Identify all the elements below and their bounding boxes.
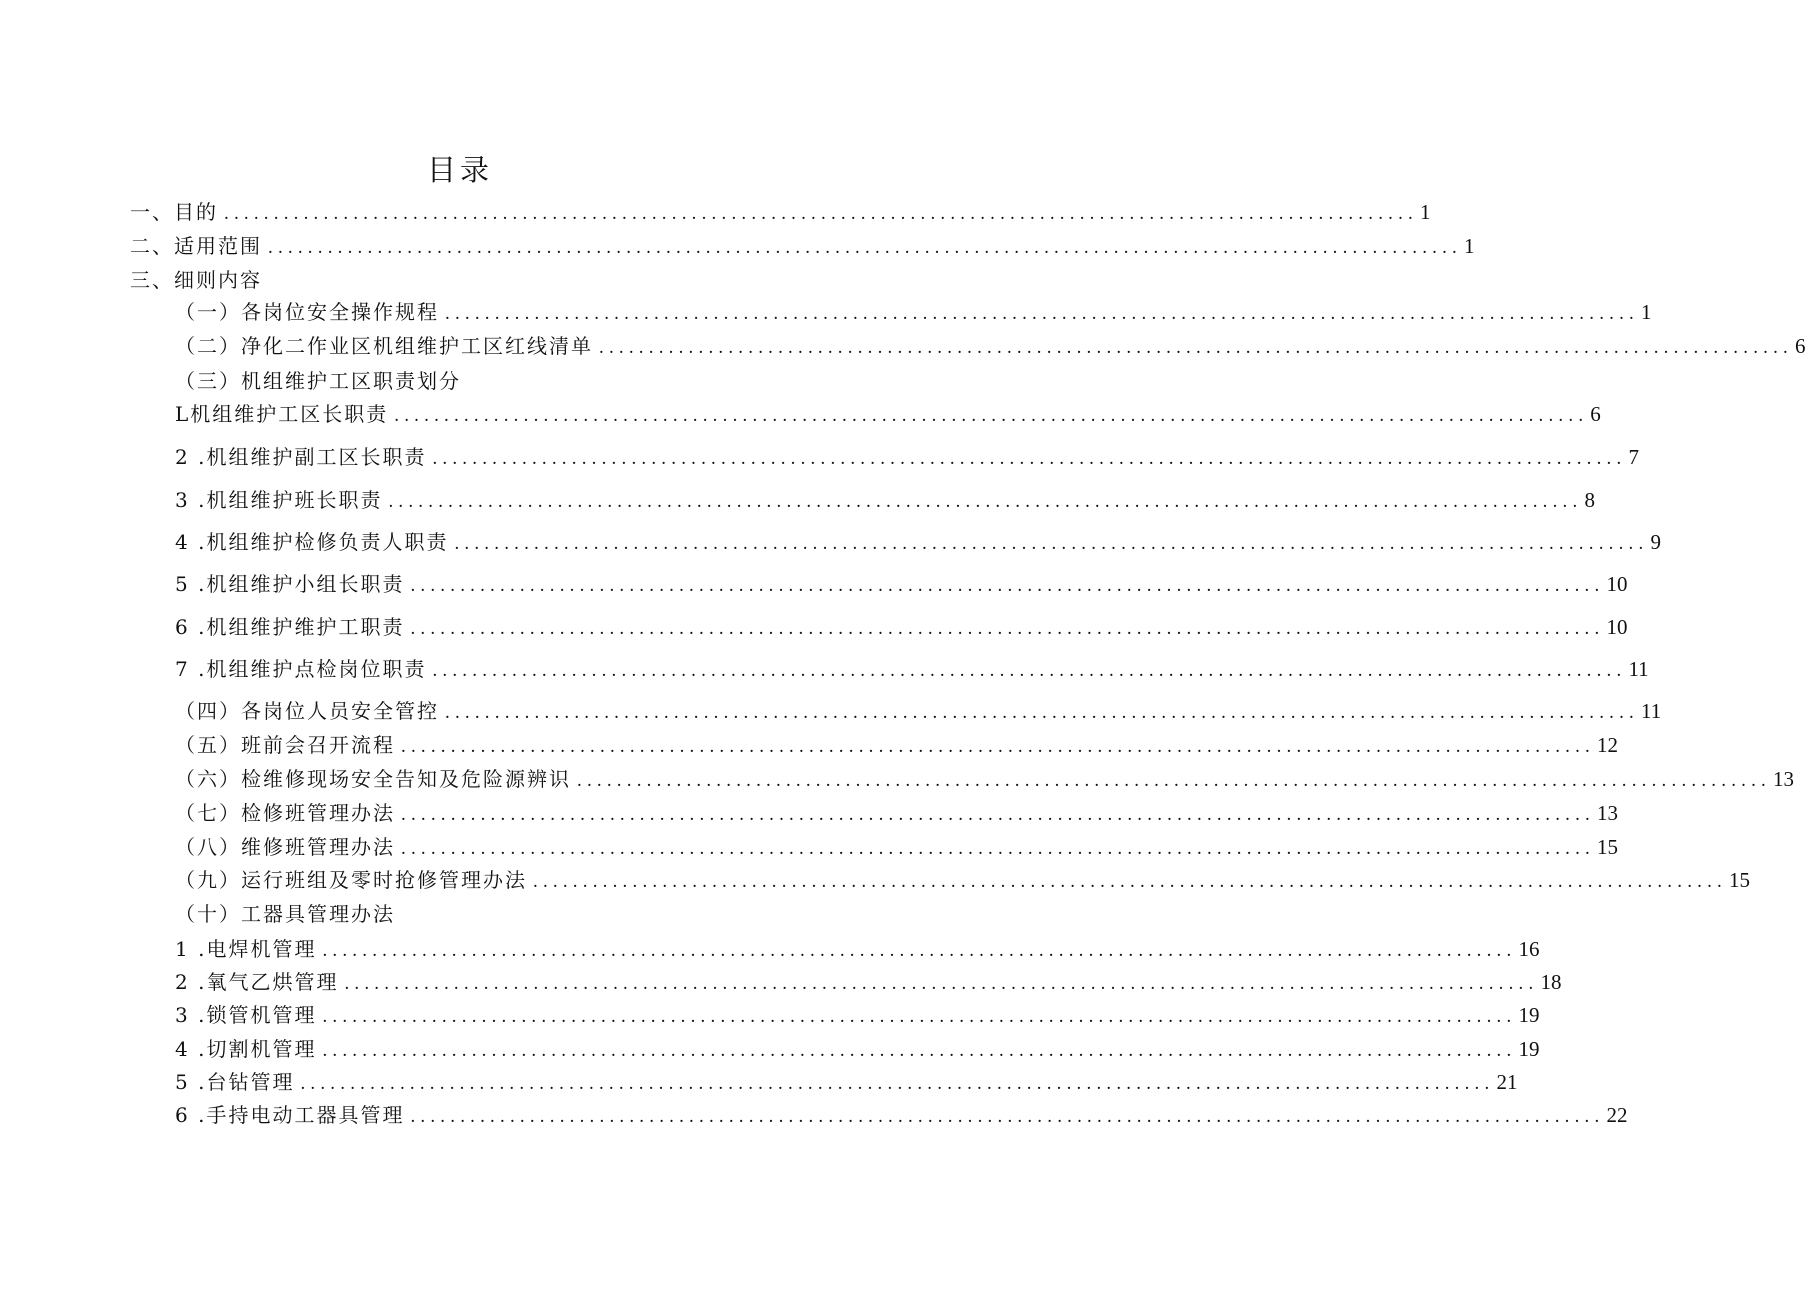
toc-entry[interactable] [175,1068,1518,1096]
toc-dot-leader: ........................................................................................................................ [344,973,1539,994]
toc-entry[interactable] [175,528,1661,556]
toc-entry[interactable] [175,833,1618,861]
toc-entry[interactable] [175,765,1794,793]
page-title: 目录 [426,153,493,187]
toc-entry-label: 1 .电焊机管理 [175,937,317,961]
toc-entry[interactable] [175,486,1595,514]
toc-entry-page-number: 11 [1641,699,1662,723]
toc-dot-leader: ........................................................................................................................ [322,1040,1517,1061]
toc-dot-leader: ........................................................................................................................ [454,533,1649,554]
toc-entry[interactable] [175,866,1750,894]
toc-entry-page-number: 6 [1590,402,1601,426]
toc-entry-page-number: 21 [1496,1070,1518,1094]
toc-dot-leader: ........................................................................................................................ [599,337,1793,358]
toc-entry[interactable] [175,935,1540,963]
toc-entry[interactable] [175,697,1662,725]
toc-entry-label: （五）班前会召开流程 [175,733,395,757]
toc-entry-page-number: 10 [1606,572,1628,596]
toc-entry-label: （三）机组维护工区职责划分 [175,369,461,393]
toc-dot-leader: ........................................................................................................................ [410,618,1605,639]
toc-entry-page-number: 7 [1628,445,1639,469]
toc-entry-label: 一、目的 [130,200,218,224]
toc-entry-label: 5 .机组维护小组长职责 [175,572,405,596]
toc-dot-leader: ........................................................................................................................ [577,770,1771,791]
toc-entry[interactable] [175,968,1562,996]
toc-dot-leader: ........................................................................................................................ [401,804,1595,825]
toc-entry-label: 5 .台钻管理 [175,1070,295,1094]
toc-entry[interactable] [175,900,765,928]
toc-entry[interactable] [175,799,1618,827]
toc-dot-leader: ........................................................................................................................ [388,491,1583,512]
toc-dot-leader: ........................................................................................................................ [401,838,1595,859]
toc-entry-page-number: 19 [1518,1003,1540,1027]
toc-entry-label: （六）检维修现场安全告知及危险源辨识 [175,767,571,791]
toc-entry[interactable] [175,443,1639,471]
toc-entry-page-number: 1 [1420,200,1431,224]
toc-entry-label: 6 .机组维护维护工职责 [175,615,405,639]
toc-entry-page-number: 16 [1518,937,1540,961]
toc-entry-page-number: 22 [1606,1103,1628,1127]
toc-entry[interactable] [175,298,1652,326]
toc-entry-label: 4 .切割机管理 [175,1037,317,1061]
toc-dot-leader: ........................................................................................................................ [410,575,1605,596]
toc-entry-label: 2 .机组维护副工区长职责 [175,445,427,469]
toc-entry-label: 3 .机组维护班长职责 [175,488,383,512]
toc-dot-leader: ........................................................................................................................ [432,448,1627,469]
toc-entry-page-number: 18 [1540,970,1562,994]
toc-entry[interactable] [175,1035,1540,1063]
toc-entry-label: L机组维护工区长职责 [175,402,389,426]
toc-entry-page-number: 1 [1464,234,1475,258]
toc-entry-label: （二）净化二作业区机组维护工区红线清单 [175,334,593,358]
toc-dot-leader: ........................................................................................................................ [322,940,1517,961]
toc-entry-label: 3 .锁管机管理 [175,1003,317,1027]
toc-entry[interactable] [175,731,1618,759]
toc-dot-leader: ........................................................................................................................ [445,303,1639,324]
toc-entry[interactable] [175,1101,1628,1129]
toc-entry[interactable] [175,332,1806,360]
toc-entry-page-number: 15 [1729,868,1750,892]
toc-entry-page-number: 10 [1606,615,1628,639]
toc-dot-leader: ........................................................................................................................ [300,1073,1495,1094]
toc-dot-leader: ........................................................................................................................ [533,871,1727,892]
toc-entry-label: 7 .机组维护点检岗位职责 [175,657,427,681]
toc-entry-page-number: 11 [1628,657,1649,681]
toc-entry-label: 6 .手持电动工器具管理 [175,1103,405,1127]
toc-entry-page-number: 12 [1597,733,1618,757]
toc-entry[interactable] [175,1001,1540,1029]
toc-entry-page-number: 19 [1518,1037,1540,1061]
toc-entry-label: （九）运行班组及零时抢修管理办法 [175,868,527,892]
toc-entry[interactable] [130,198,1431,226]
toc-entry-page-number: 15 [1597,835,1618,859]
toc-entry-label: 二、适用范围 [130,234,262,258]
toc-dot-leader: ........................................................................................................................ [432,660,1627,681]
toc-entry[interactable] [130,266,765,294]
toc-entry-label: （四）各岗位人员安全管控 [175,699,439,723]
toc-dot-leader: ........................................................................................................................ [394,405,1589,426]
toc-entry-page-number: 13 [1597,801,1618,825]
toc-entry-page-number: 8 [1584,488,1595,512]
toc-entry[interactable] [175,613,1628,641]
toc-entry-label: （一）各岗位安全操作规程 [175,300,439,324]
toc-entry-label: 2 .氧气乙烘管理 [175,970,339,994]
toc-entry-page-number: 1 [1641,300,1652,324]
toc-entry-label: 4 .机组维护检修负责人职责 [175,530,449,554]
toc-entry[interactable] [175,400,1601,428]
toc-dot-leader: ........................................................................................................................ [322,1006,1517,1027]
toc-dot-leader: ........................................................................................................................ [401,736,1595,757]
toc-dot-leader: ........................................................................................................................ [268,237,1462,258]
toc-entry-page-number: 13 [1773,767,1794,791]
toc-entry[interactable] [175,570,1628,598]
toc-entry-label: （七）检修班管理办法 [175,801,395,825]
toc-entry-page-number: 6 [1795,334,1806,358]
toc-entry-label: （十）工器具管理办法 [175,902,395,926]
toc-entry-label: （八）维修班管理办法 [175,835,395,859]
toc-entry[interactable] [175,367,765,395]
toc-entry-label: 三、细则内容 [130,268,262,292]
toc-dot-leader: ........................................................................................................................ [410,1106,1605,1127]
toc-dot-leader: ........................................................................................................................ [445,702,1639,723]
toc-entry-page-number: 9 [1650,530,1661,554]
toc-entry[interactable] [175,655,1649,683]
toc-entry[interactable] [130,232,1475,260]
toc-dot-leader: ........................................................................................................................ [224,203,1418,224]
